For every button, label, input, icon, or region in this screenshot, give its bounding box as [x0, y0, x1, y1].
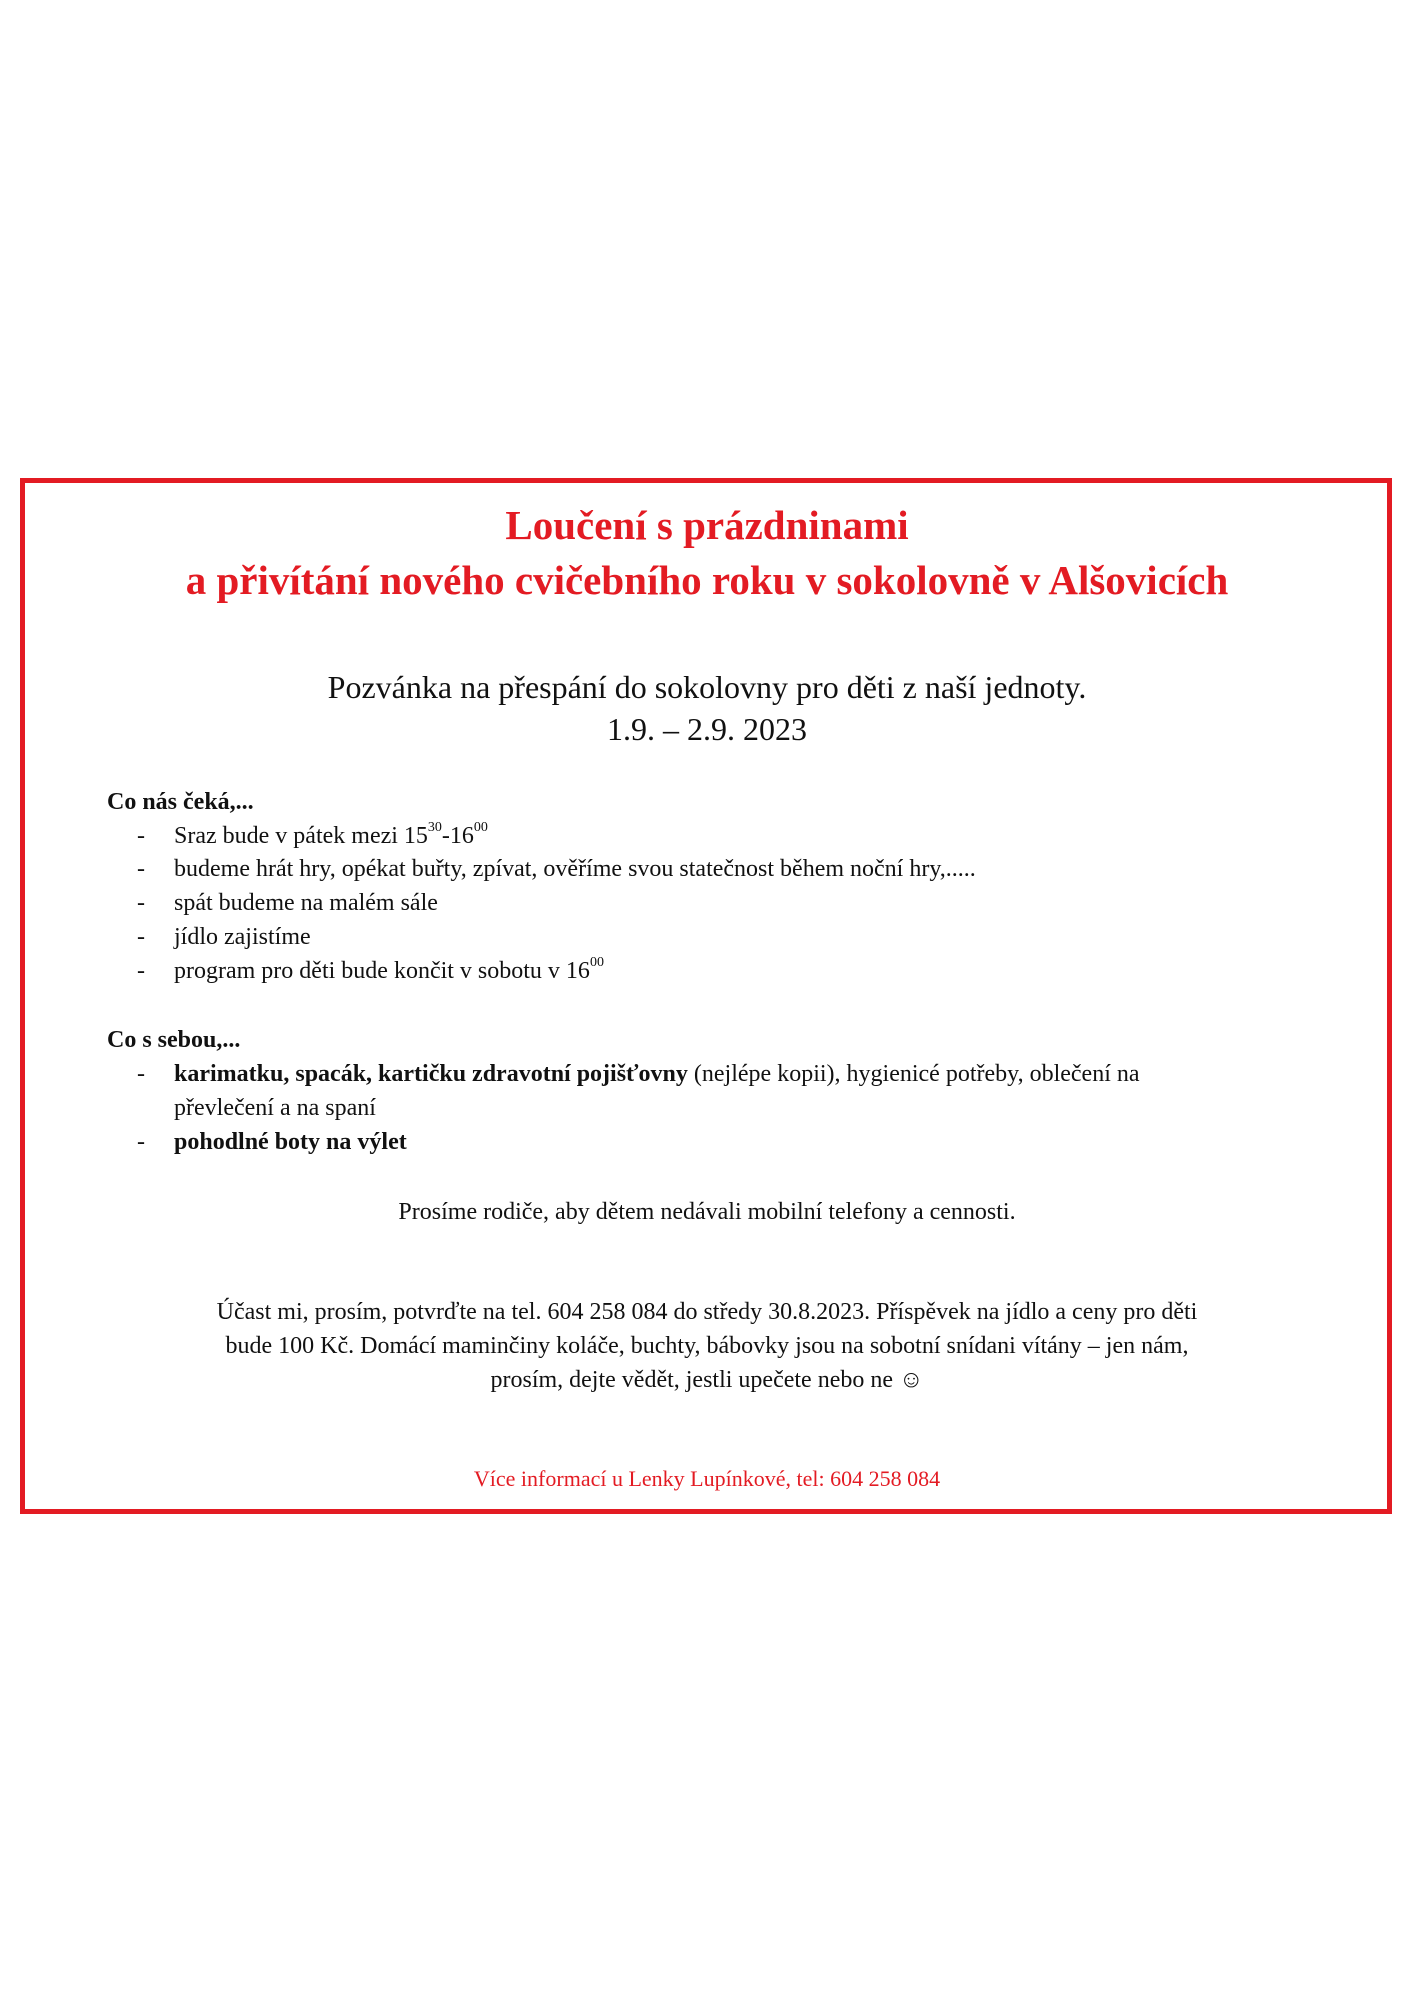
- parents-notice: Prosíme rodiče, aby dětem nedávali mobilní telefony a cennosti.: [398, 1199, 1016, 1225]
- event-dates: 1.9. – 2.9. 2023: [607, 711, 807, 747]
- list-item-text: jídlo zajistíme: [174, 924, 311, 950]
- list-item-text: Sraz bude v pátek mezi $15^{30}-16^{00}$: [174, 820, 488, 849]
- list-item-text: karimatku, spacák, kartičku zdravotní pojišťovny (nejlépe kopii), hygienicé potřeby, oblečení na: [174, 1061, 1140, 1087]
- bullet-dash: -: [137, 924, 145, 950]
- section-heading-what-awaits: Co nás čeká,...: [107, 789, 254, 815]
- list-item-text: pohodlné boty na výlet: [174, 1129, 407, 1155]
- contact-info: Více informací u Lenky Lupínkové, tel: 604 258 084: [473, 1466, 941, 1491]
- list-item-text: budeme hrát hry, opékat buřty, zpívat, ověříme svou statečnost během noční hry,.....: [174, 856, 976, 882]
- list-item-continuation: převlečení a na spaní: [174, 1095, 376, 1121]
- confirmation-line-2: bude 100 Kč. Domácí maminčiny koláče, buchty, bábovky jsou na sobotní snídani vítány – jen nám,: [225, 1333, 1189, 1359]
- invitation-text: Pozvánka na přespání do sokolovny pro děti z naší jednoty.: [327, 669, 1087, 705]
- bullet-dash: -: [137, 856, 145, 882]
- bullet-dash: -: [137, 1061, 145, 1087]
- bullet-dash: -: [137, 958, 145, 984]
- confirmation-line-1: Účast mi, prosím, potvrďte na tel. 604 258 084 do středy 30.8.2023. Příspěvek na jídlo a ceny pro děti: [216, 1299, 1198, 1325]
- list-item-text: spát budeme na malém sále: [174, 890, 438, 916]
- bullet-dash: -: [137, 823, 145, 849]
- section-heading-what-to-bring: Co s sebou,...: [107, 1027, 241, 1053]
- confirmation-line-3: prosím, dejte vědět, jestli upečete nebo ne ☺: [490, 1367, 924, 1393]
- title-line-2: a přivítání nového cvičebního roku v sokolovně v Alšovicích: [185, 557, 1229, 603]
- list-item-text: program pro děti bude končit v sobotu v $16^{00}$: [174, 955, 604, 984]
- title-line-1: Loučení s prázdninami: [505, 502, 909, 548]
- bullet-dash: -: [137, 1129, 145, 1155]
- bullet-dash: -: [137, 890, 145, 916]
